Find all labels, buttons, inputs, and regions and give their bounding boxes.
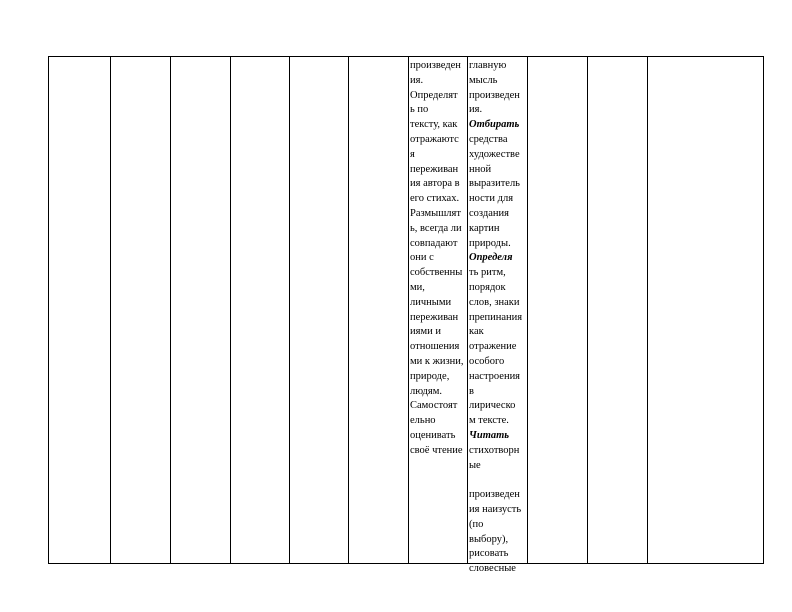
cell-line: в xyxy=(469,385,474,397)
cell-line: его стихах. xyxy=(410,193,460,205)
cell-line: словесные xyxy=(469,563,516,575)
table-column-8 xyxy=(468,57,528,575)
cell-line: художестве xyxy=(469,148,520,160)
cell-line: нной xyxy=(469,163,492,175)
cell-line: как xyxy=(469,326,484,338)
cell-line: главную xyxy=(469,60,507,71)
cell-line: своё чтение xyxy=(410,444,463,456)
cell-line: личными xyxy=(410,296,452,308)
cell-line: (по xyxy=(469,518,484,530)
cell-line: оценивать xyxy=(410,429,456,441)
cell-line: отношения xyxy=(410,341,460,353)
cell-line: мысль xyxy=(469,74,498,86)
table-column-5 xyxy=(290,57,349,563)
cell-line: ь по xyxy=(410,104,429,116)
table-column-3 xyxy=(171,57,231,563)
cell-line: настроения xyxy=(469,370,521,382)
cell-line: природы. xyxy=(469,237,511,249)
cell-line: природе, xyxy=(410,370,450,382)
cell-line: особого xyxy=(469,355,505,367)
curriculum-table xyxy=(48,56,764,575)
cell-line: отражение xyxy=(469,341,517,353)
cell-line: ия. xyxy=(469,104,483,116)
cell-line: Размышлят xyxy=(410,207,461,219)
cell-line: ельно xyxy=(410,415,436,427)
cell-line: собственны xyxy=(410,267,463,279)
cell-line: переживан xyxy=(410,163,459,175)
cell-line: выбору), xyxy=(469,533,509,545)
cell-line: переживан xyxy=(410,311,459,323)
cell-line: произведен xyxy=(410,60,461,71)
cell-line: тексту, как xyxy=(410,119,458,131)
table-column-1 xyxy=(49,57,111,563)
cell-line xyxy=(469,473,527,488)
cell-line: Отбирать xyxy=(469,119,520,131)
cell-line: создания xyxy=(469,207,509,219)
cell-line: иями и xyxy=(410,326,441,338)
cell-line: ые xyxy=(469,459,481,471)
cell-line: стихотворн xyxy=(469,444,520,456)
table-column-10 xyxy=(588,57,648,563)
cell-text-activities-2 xyxy=(468,57,527,577)
cell-line: слов, знаки xyxy=(469,296,520,308)
table-column-6 xyxy=(349,57,409,563)
cell-line: произведен xyxy=(469,89,520,101)
cell-line: лирическо xyxy=(469,400,516,412)
cell-line: Определя xyxy=(469,252,513,264)
cell-line: ия автора в xyxy=(410,178,460,190)
cell-line: рисовать xyxy=(469,548,509,560)
cell-line: м тексте. xyxy=(469,415,509,427)
cell-line: Самостоят xyxy=(410,400,458,412)
cell-line: людям. xyxy=(410,385,442,397)
table-column-9 xyxy=(528,57,588,563)
cell-line: отражаютс xyxy=(410,133,459,145)
cell-line: препинания xyxy=(469,311,523,323)
cell-line: ми к жизни, xyxy=(410,355,464,367)
cell-line: ия. xyxy=(410,74,424,86)
table-column-7 xyxy=(409,57,468,563)
cell-line: выразитель xyxy=(469,178,520,190)
table-column-2 xyxy=(111,57,171,563)
cell-text-activities-1 xyxy=(409,57,467,459)
cell-line: ности для xyxy=(469,193,514,205)
cell-line: картин xyxy=(469,222,500,234)
cell-line: они с xyxy=(410,252,434,264)
cell-line: совпадают xyxy=(410,237,458,249)
cell-line: ть ритм, xyxy=(469,267,506,279)
cell-line: ия наизусть xyxy=(469,503,522,515)
table-column-4 xyxy=(231,57,290,563)
cell-line: порядок xyxy=(469,281,506,293)
cell-line: я xyxy=(410,148,415,160)
cell-line: средства xyxy=(469,133,508,145)
cell-line: Определят xyxy=(410,89,458,101)
cell-line: произведен xyxy=(469,489,520,501)
table-column-11 xyxy=(648,57,765,563)
cell-line: ь, всегда ли xyxy=(410,222,462,234)
cell-line: Читать xyxy=(469,429,510,441)
cell-line: ми, xyxy=(410,281,425,293)
